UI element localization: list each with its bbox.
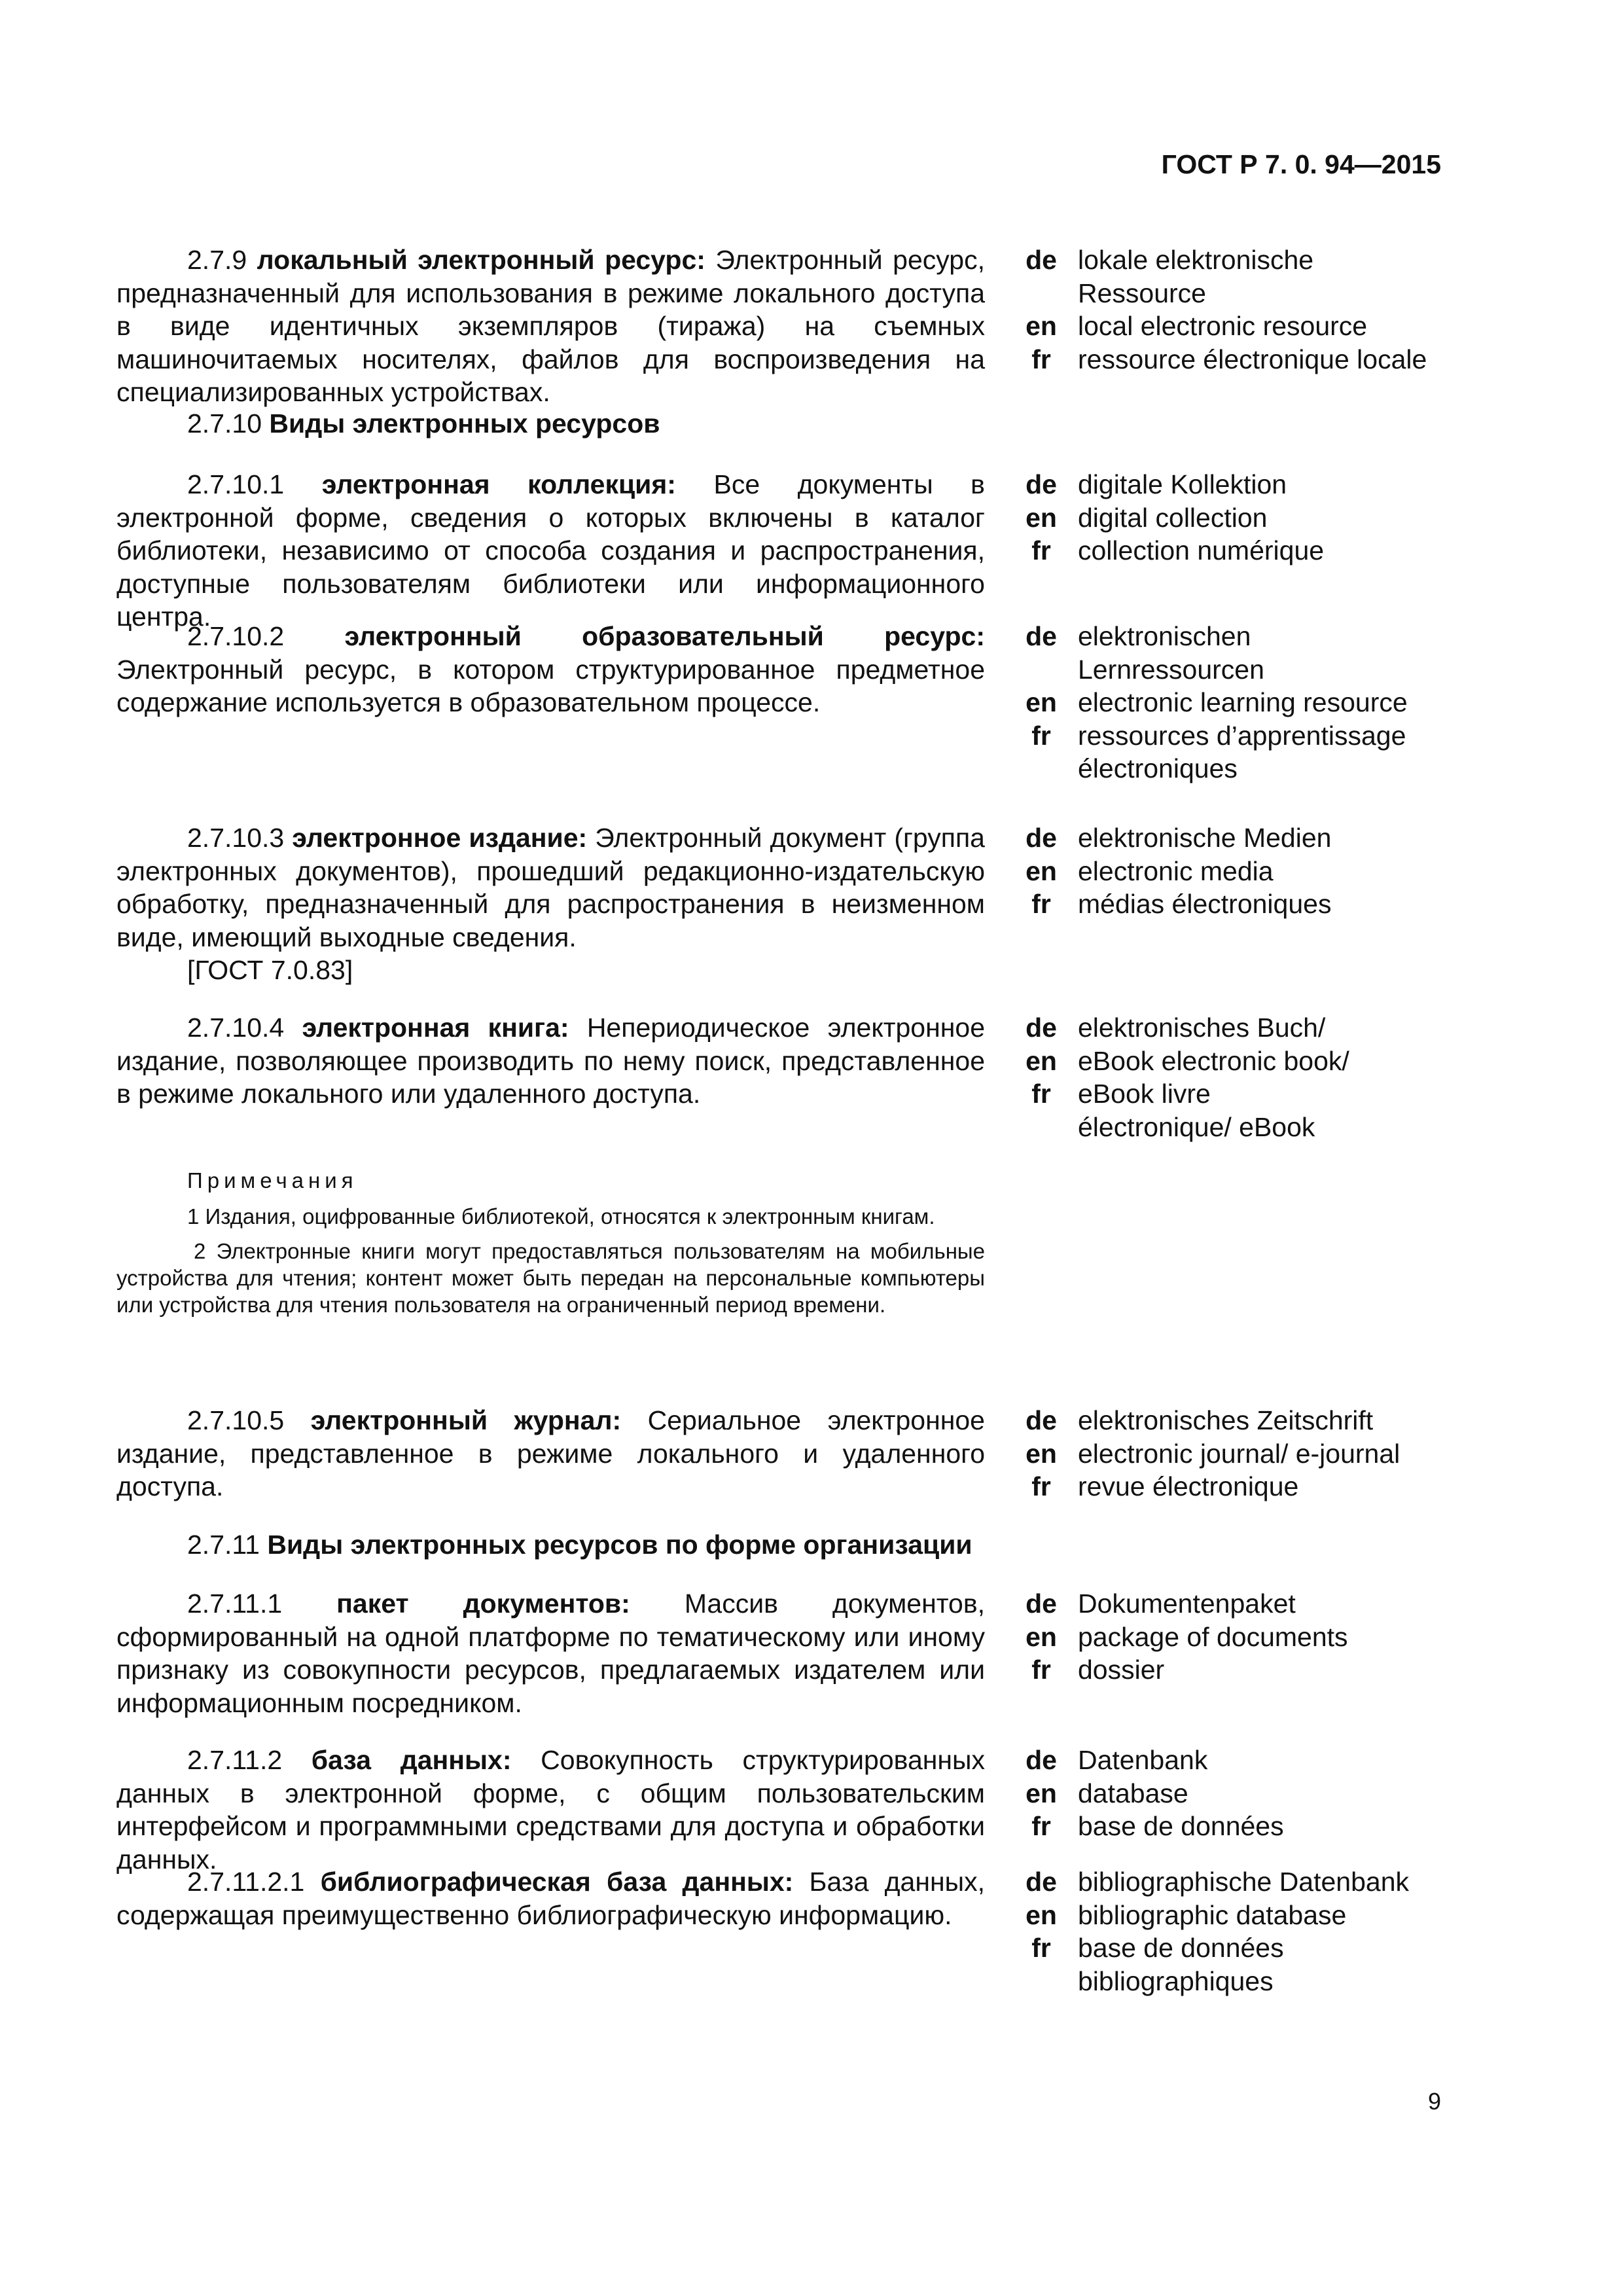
term-entry [116,1865,1441,2003]
lang-code-fr: fr [1031,535,1051,565]
term-name: локальный электронный ресурс: [257,245,705,275]
term-number: 2.7.10.4 [187,1013,285,1043]
term-name: электронная книга: [302,1013,569,1043]
translation-fr: ressource électronique locale [1078,344,1427,374]
term-number: 2.7.11.2 [187,1745,283,1775]
term-translations [1005,243,1441,376]
lang-code-de: de [1026,245,1057,275]
translation-en: electronic media [1078,855,1274,886]
term-translations [1005,1865,1441,1998]
document-header: ГОСТ Р 7. 0. 94—2015 [1161,149,1441,179]
lang-code-en: en [1026,1621,1057,1652]
section-title: Виды электронных ресурсов по форме организации [267,1530,972,1560]
translation-en: digital collection [1078,502,1268,533]
term-entry [116,620,1441,821]
term-definition [116,1587,985,1719]
term-translations [1005,1011,1441,1143]
term-definition [116,1011,985,1111]
term-number: 2.7.11.2.1 [187,1867,305,1897]
lang-code-fr: fr [1031,720,1051,751]
lang-code-en: en [1026,687,1057,717]
term-name: электронный журнал: [310,1405,622,1435]
term-name: электронная коллекция: [321,469,676,499]
term-number: 2.7.10.1 [187,469,285,499]
definition-text: Электронный ресурс, в котором структурированное предметное содержание используется в образовательном процессе. [116,654,985,717]
term-definition [116,821,985,987]
term-entry [116,1744,1441,1874]
translation-en: eBook electronic book/ [1078,1045,1349,1076]
term-entry [116,468,1441,632]
lang-code-en: en [1026,1778,1057,1808]
lang-code-de: de [1026,1745,1057,1775]
term-definition [116,1744,985,1876]
lang-code-fr: fr [1031,1811,1051,1841]
lang-code-en: en [1026,855,1057,886]
term-name: библиографическая база данных: [320,1867,794,1897]
section-title: Виды электронных ресурсов [269,408,660,439]
term-number: 2.7.9 [187,245,247,275]
lang-code-en: en [1026,1899,1057,1930]
term-name: пакет документов: [336,1588,630,1619]
lang-code-fr: fr [1031,1655,1051,1685]
translation-fr: collection numérique [1078,535,1325,565]
definition-text: Совокупность структурированных данных в электронной форме, с общим пользовательским интерфейсом и программными средствами для доступа и обработки данных. [116,1745,985,1874]
term-translations [1005,468,1441,567]
lang-code-de: de [1026,1013,1057,1043]
translation-de: Dokumentenpaket [1078,1588,1296,1619]
lang-code-fr: fr [1031,344,1051,374]
translation-en: bibliographic database [1078,1899,1347,1930]
terms-content [116,243,1441,2003]
translation-en: database [1078,1778,1188,1808]
term-translations [1005,1404,1441,1503]
lang-code-en: en [1026,311,1057,341]
term-entry [116,1404,1441,1528]
note-item: 2 Электронные книги могут предоставляться пользователям на мобильные устройства для чтения; контент может быть передан на персональные компьютеры или устройства для чтения пользователя на ограниченный период времени. [116,1239,985,1317]
lang-code-de: de [1026,469,1057,499]
translation-de: lokale elektronische Ressource [1078,245,1314,308]
notes-title: Примечания [187,1168,358,1193]
section-number: 2.7.11 [187,1530,260,1560]
term-translations [1005,1587,1441,1687]
translation-fr: médias électroniques [1078,889,1332,919]
translation-de: bibliographische Datenbank [1078,1867,1410,1897]
term-entry [116,821,1441,1011]
translation-de: elektronisches Buch/ [1078,1013,1326,1043]
note-item: 1 Издания, оцифрованные библиотекой, относятся к электронным книгам. [187,1204,935,1229]
translation-de: elektronisches Zeitschrift [1078,1405,1374,1435]
translation-de: Datenbank [1078,1745,1208,1775]
section-heading [116,407,1441,468]
lang-code-de: de [1026,621,1057,651]
translation-fr: base de données bibliographiques [1078,1933,1284,1996]
lang-code-en: en [1026,1438,1057,1469]
translation-fr: dossier [1078,1655,1165,1685]
definition-text: Все документы в электронной форме, сведения о которых включены в каталог библиотеки, независимо от способа создания и распространения, доступные пользователям библиотеки или информационного центра. [116,469,985,632]
definition-text: Непериодическое электронное издание, позволяющее производить по нему поиск, представленное в режиме локального или удаленного доступа. [116,1013,985,1109]
lang-code-de: de [1026,823,1057,853]
lang-code-en: en [1026,1045,1057,1076]
translation-de: elektronische Medien [1078,823,1332,853]
term-entry [116,1011,1441,1167]
lang-code-fr: fr [1031,1933,1051,1963]
translation-en: local electronic resource [1078,311,1368,341]
lang-code-en: en [1026,502,1057,533]
translation-de: digitale Kollektion [1078,469,1287,499]
term-translations [1005,821,1441,921]
page-number: 9 [1427,2088,1441,2115]
lang-code-de: de [1026,1405,1057,1435]
term-number: 2.7.10.2 [187,621,285,651]
translation-fr: revue électronique [1078,1471,1299,1501]
lang-code-de: de [1026,1867,1057,1897]
term-number: 2.7.11.1 [187,1588,283,1619]
term-entry [116,1587,1441,1744]
definition-text: Электронный ресурс, предназначенный для использования в режиме локального доступа в виде идентичных экземпляров (тиража) на съемных машиночитаемых носителях, файлов для воспроизведения на специализированных устройствах. [116,245,985,407]
term-entry [116,243,1441,407]
term-definition [116,1404,985,1503]
term-number: 2.7.10.3 [187,823,285,853]
translation-fr: eBook livre électronique/ eBook [1078,1079,1315,1142]
term-number: 2.7.10.5 [187,1405,285,1435]
definition-text: Электронный документ (группа электронных документов), прошедший редакционно-издательскую обработку, предназначенный для распространения в неизменном виде, имеющий выходные сведения. [116,823,985,952]
translation-fr: base de données [1078,1811,1284,1841]
translation-en: package of documents [1078,1621,1348,1652]
definition-text: База данных, содержащая преимущественно библиографическую информацию. [116,1867,985,1930]
notes-block [116,1167,985,1404]
reference: [ГОСТ 7.0.83] [187,955,353,985]
lang-code-fr: fr [1031,1471,1051,1501]
term-definition [116,468,985,634]
translation-de: elektronischen Lernressourcen [1078,621,1264,685]
section-heading [116,1528,1441,1587]
translation-en: electronic learning resource [1078,687,1408,717]
translation-fr: ressources d’apprentissage électroniques [1078,720,1406,783]
term-definition [116,1865,985,1931]
term-name: база данных: [311,1745,512,1775]
lang-code-fr: fr [1031,889,1051,919]
section-number: 2.7.10 [187,408,262,439]
lang-code-fr: fr [1031,1079,1051,1109]
definition-text: Сериальное электронное издание, представленное в режиме локального и удаленного доступа. [116,1405,985,1501]
term-definition [116,620,985,719]
term-translations [1005,1744,1441,1843]
term-definition [116,243,985,409]
lang-code-de: de [1026,1588,1057,1619]
term-name: электронное издание: [292,823,588,853]
term-name: электронный образовательный ресурс: [344,621,985,651]
term-translations [1005,620,1441,785]
translation-en: electronic journal/ e-journal [1078,1438,1400,1469]
definition-text: Массив документов, сформированный на одной платформе по тематическому или иному признаку из совокупности ресурсов, предлагаемых издателем или информационным посредником. [116,1588,985,1718]
